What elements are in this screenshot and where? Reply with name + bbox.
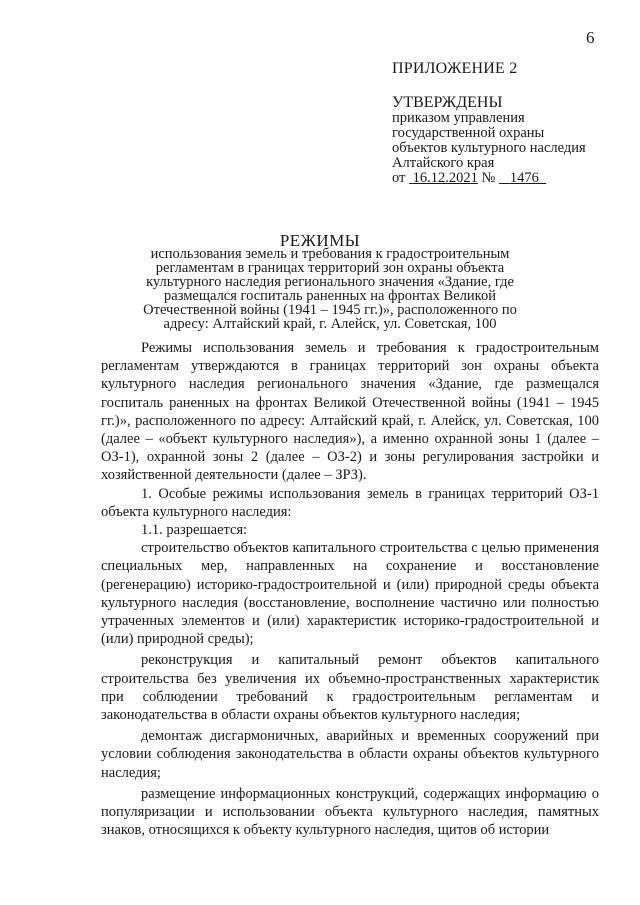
paragraph: 1.1. разрешается: (141, 522, 248, 539)
document-body (101, 339, 599, 839)
page-number: 6 (586, 28, 595, 47)
document-subtitle: использования земель и требования к градостроительным регламентам в границах территорий зон охраны объекта культурного наследия регионального значения «Здание, где размещался госпиталь раненных на фронтах Великой Отечественной войны (1941 – 1945 гг.)», расположенного по адресу: Алтайский край, г. Алейск, ул. Советская, 100 (143, 246, 517, 332)
approval-line: государственной охраны (392, 125, 545, 141)
order-number-label: № (481, 170, 496, 186)
approval-line: Алтайского края (392, 155, 495, 171)
approval-title: УТВЕРЖДЕНЫ (392, 94, 503, 111)
appendix-label: ПРИЛОЖЕНИЕ 2 (392, 60, 518, 77)
paragraph: Режимы использования земель и требования к градостроительным регламентам утверждаются в границах территорий зон охраны объекта культурного наследия регионального значения «Здание, где размещался госпиталь раненных на фронтах Великой Отечественной войны (1941 – 1945 гг.)», расположенного по адресу: Алтайский край, г. Алейск, ул. Советская, 100 (далее – «объект культурного наследия»), а именно охранной зоны 1 (далее – ОЗ-1), охранной зоны 2 (далее – ОЗ-2) и зоны регулирования застройки и хозяйственной деятельности (далее – ЗРЗ). (101, 340, 599, 484)
order-prefix: от (392, 170, 406, 186)
paragraph: реконструкция и капитальный ремонт объектов капитального строительства без увеличения их объемно-пространственных характеристик при соблюдении требований к градостроительным регламентам и законодательства в области охраны объектов культурного наследия; (101, 652, 599, 724)
paragraph: 1. Особые режимы использования земель в границах территорий ОЗ-1 объекта культурного наследия: (101, 485, 599, 520)
document-title: РЕЖИМЫ (279, 231, 361, 250)
approval-block (392, 94, 624, 186)
order-date: 16.12.2021 (412, 170, 478, 186)
paragraph: демонтаж дисгармоничных, аварийных и временных сооружений при условии соблюдения законодательства в области охраны объектов культурного наследия; (101, 728, 599, 781)
paragraph: строительство объектов капитального строительства с целью применения специальных мер, направленных на сохранение и восстановление (регенерацию) историко-градостроительной и (или) природной среды объекта культурного наследия (восстановление, восполнение частично или полностью утраченных элементов и (или) характеристик историко-градостроительной и (или) природной среды); (101, 540, 599, 648)
approval-line: приказом управления (392, 110, 525, 126)
approval-line: объектов культурного наследия (392, 140, 586, 156)
paragraph: размещение информационных конструкций, содержащих информацию о популяризации и использовании объекта культурного наследия, памятных знаков, относящихся к объекту культурного наследия, щитов об истории (101, 785, 599, 839)
order-number: 1476 (509, 170, 539, 186)
order-line (392, 171, 624, 186)
